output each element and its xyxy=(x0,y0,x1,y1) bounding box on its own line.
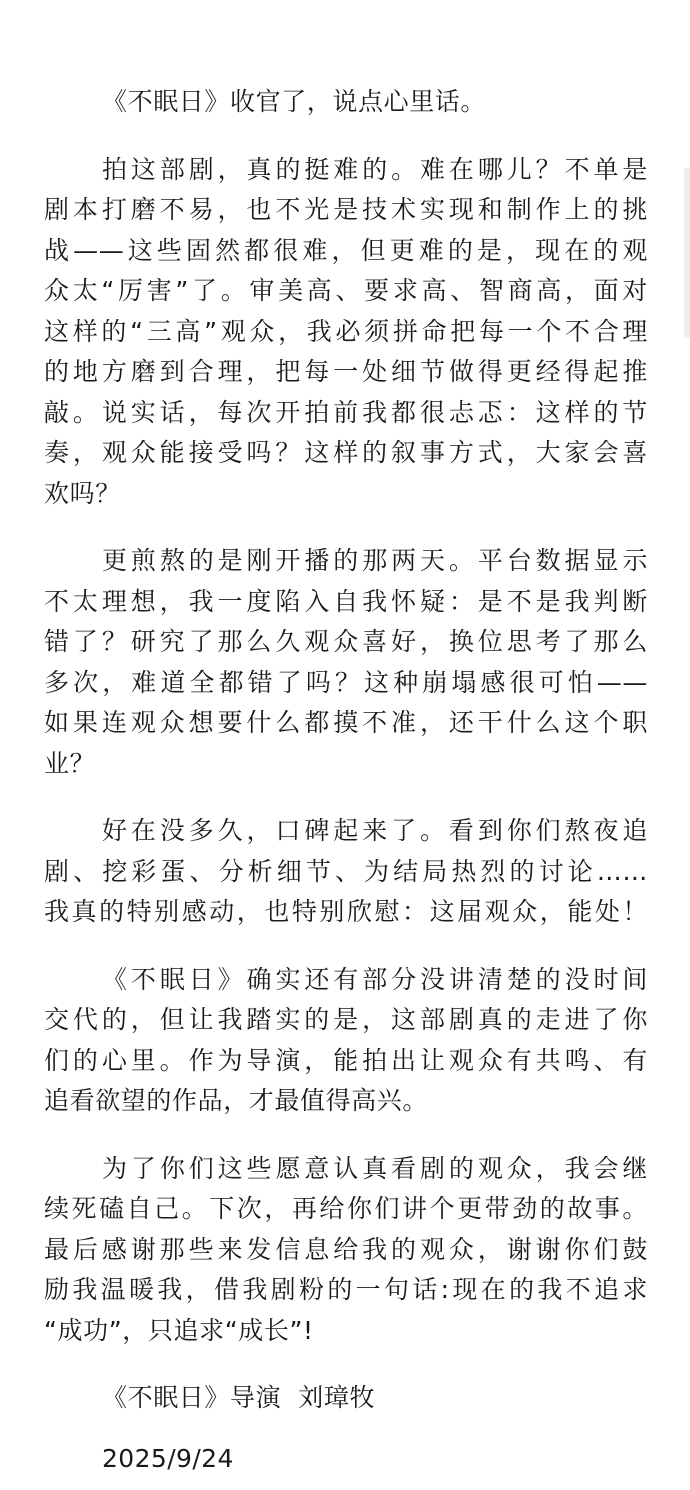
paragraph-line: 励我温暖我，借我剧粉的一句话:现在的我不追求 xyxy=(44,1275,648,1304)
paragraph-line: 续死磕自己。下次，再给你们讲个更带劲的故事。 xyxy=(44,1194,648,1223)
paragraph-line: 们的心里。作为导演，能拍出让观众有共鸣、有 xyxy=(44,1045,648,1075)
paragraph-line: 如果连观众想要什么都摸不准，还干什么这个职 xyxy=(44,708,648,737)
signature: 《不眠日》导演 刘璋牧 xyxy=(102,1383,376,1412)
paragraph-line: 剧、挖彩蛋、分析细节、为结局热烈的讨论…… xyxy=(44,856,648,886)
paragraph-line: 《不眠日》确实还有部分没讲清楚的没时间 xyxy=(102,964,648,994)
paragraph-line: 交代的，但让我踏实的是，这部剧真的走进了你 xyxy=(44,1005,648,1034)
title-line: 《不眠日》收官了，说点心里话。 xyxy=(102,87,487,116)
paragraph-line: 拍这部剧，真的挺难的。难在哪儿？不单是 xyxy=(102,154,648,184)
paragraph-3 xyxy=(44,811,648,933)
paragraph-line: 错了？研究了那么久观众喜好，换位思考了那么 xyxy=(44,627,648,656)
paragraph-line: 更煎熬的是刚开播的那两天。平台数据显示 xyxy=(102,546,648,575)
paragraph-line: 众太“厉害”了。审美高、要求高、智商高，面对 xyxy=(44,276,648,305)
paragraph-line: 不太理想，我一度陷入自我怀疑：是不是我判断 xyxy=(44,586,648,616)
paragraph-5 xyxy=(44,1149,648,1352)
paragraph-line: 的地方磨到合理，把每一处细节做得更经得起推 xyxy=(44,357,648,386)
paragraph-line: 追看欲望的作品，才最值得高兴。 xyxy=(44,1086,429,1115)
paragraph-line: “成功”，只追求“成长”! xyxy=(44,1315,314,1345)
paragraph-4 xyxy=(44,960,648,1122)
paragraph-line: 这样的“三高”观众，我必须拼命把每一个不合理 xyxy=(44,316,648,346)
paragraph-1 xyxy=(44,150,648,515)
paragraph-line: 战——这些固然都很难，但更难的是，现在的观 xyxy=(44,235,648,265)
scroll-indicator[interactable] xyxy=(684,168,690,338)
paragraph-line: 欢吗？ xyxy=(44,478,121,508)
paragraph-line: 多次，难道全都错了吗？这种崩塌感很可怕—— xyxy=(44,667,648,697)
paragraph-line: 业？ xyxy=(44,748,96,778)
letter-document xyxy=(44,82,648,1479)
paragraph-line: 剧本打磨不易，也不光是技术实现和制作上的挑 xyxy=(44,195,648,224)
paragraph-2 xyxy=(44,541,648,784)
paragraph-line: 好在没多久，口碑起来了。看到你们熬夜追 xyxy=(102,816,648,845)
paragraph-line: 最后感谢那些来发信息给我的观众，谢谢你们鼓 xyxy=(44,1234,648,1264)
paragraph-line: 为了你们这些愿意认真看剧的观众，我会继 xyxy=(102,1153,648,1183)
date: 2025/9/24 xyxy=(102,1443,234,1473)
paragraph-line: 我真的特别感动，也特别欣慰：这届观众，能处！ xyxy=(44,897,648,926)
paragraph-line: 奏，观众能接受吗？这样的叙事方式，大家会喜 xyxy=(44,438,648,467)
paragraph-line: 敲。说实话，每次开拍前我都很忐忑：这样的节 xyxy=(44,397,648,427)
